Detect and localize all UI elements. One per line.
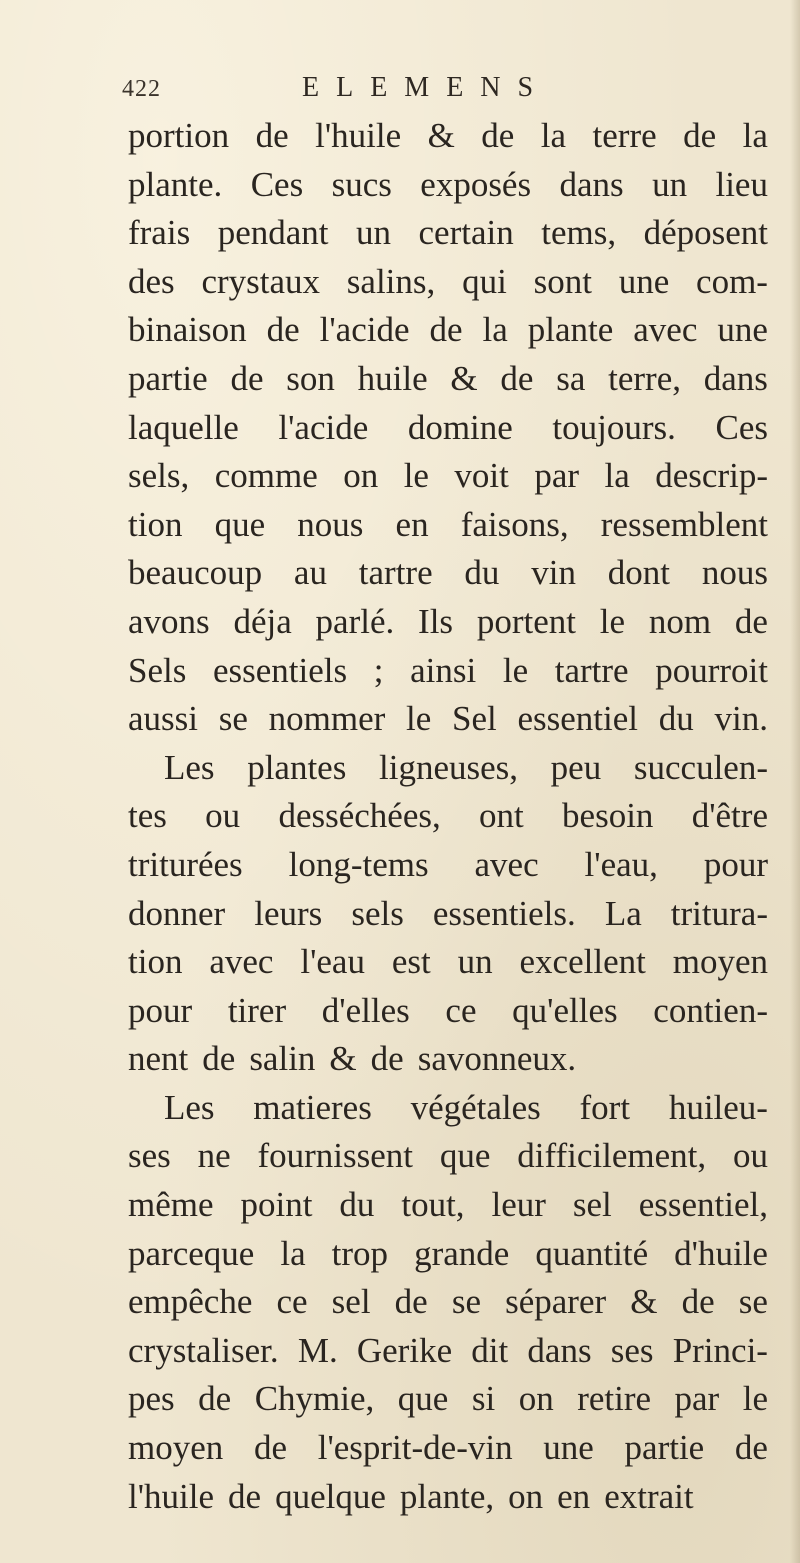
text-line: Sels essentiels ; ainsi le tartre pourroit [128,650,768,690]
running-head [122,72,592,112]
text-line: Les plantes ligneuses, peu succulen- [164,747,768,787]
text-line: beaucoup au tartre du vin dont nous [128,553,768,593]
text-line: tes ou desséchées, ont besoin d'être [128,796,768,836]
text-line: frais pendant un certain tems, déposent [128,213,768,253]
text-line: même point du tout, leur sel essentiel, [128,1185,768,1225]
text-line: plante. Ces sucs exposés dans un lieu [128,164,768,204]
text-line: sels, comme on le voit par la descrip- [128,456,768,496]
text-line: Les matieres végétales fort huileu- [164,1087,768,1127]
text-line: empêche ce sel de se séparer & de se [128,1282,768,1322]
text-line: pour tirer d'elles ce qu'elles contien- [128,990,768,1030]
text-line: moyen de l'esprit-de-vin une partie de [128,1428,768,1468]
text-line: portion de l'huile & de la terre de la [128,116,768,155]
body-text [128,112,768,1521]
text-line: laquelle l'acide domine toujours. Ces [128,407,768,447]
text-line: donner leurs sels essentiels. La tritura- [128,893,768,933]
text-line: aussi se nommer le Sel essentiel du vin. [128,699,768,739]
text-line: pes de Chymie, que si on retire par le [128,1379,768,1419]
text-line: nent de salin & de savonneux. [128,1039,577,1079]
text-line: avons déja parlé. Ils portent le nom de [128,601,768,641]
text-line: parceque la trop grande quantité d'huile [128,1233,768,1273]
text-line: ses ne fournissent que difficilement, ou [128,1136,768,1176]
text-line: l'huile de quelque plante, on en extrait [128,1476,694,1516]
text-line: des crystaux salins, qui sont une com- [128,261,768,301]
text-line: binaison de l'acide de la plante avec une [128,310,768,350]
text-line: tion que nous en faisons, ressemblent [128,504,768,544]
text-line: crystaliser. M. Gerike dit dans ses Princi- [128,1330,768,1370]
text-line: partie de son huile & de sa terre, dans [128,358,768,398]
running-title: ELEMENS [302,72,551,103]
text-line: tion avec l'eau est un excellent moyen [128,942,768,982]
text-line: triturées long-tems avec l'eau, pour [128,844,768,884]
page-number: 422 [122,76,161,102]
page-edge-shadow [790,0,800,1563]
